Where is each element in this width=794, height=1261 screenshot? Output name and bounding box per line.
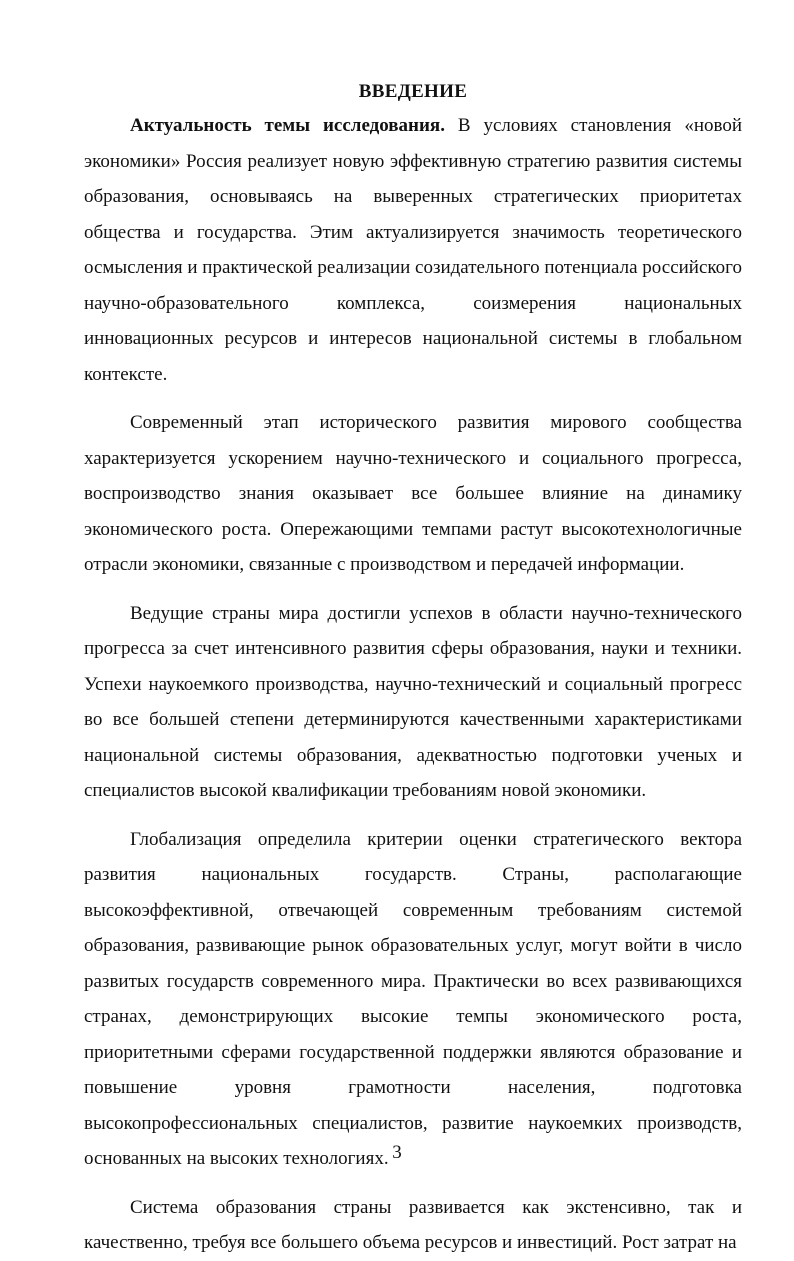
- page-number: 3: [392, 1142, 402, 1163]
- paragraph-relevance: [84, 108, 742, 392]
- paragraph-education-system: Система образования страны развивается как экстенсивно, так и качественно, требуя все большего объема ресурсов и инвестиций. Рост затрат на: [84, 1196, 742, 1253]
- section-title: ВВЕДЕНИЕ: [358, 81, 468, 102]
- paragraph-lead: Актуальность темы исследования.: [130, 115, 445, 136]
- paragraph-modern-stage: Современный этап исторического развития мирового сообщества характеризуется ускорением научно-технического и социального прогресса, воспроизводство знания оказывает все большее влияние на динамику экономического роста. Опережающими темпами растут высокотехнологичные отрасли экономики, связанные с производством и передачей информации.: [84, 412, 742, 575]
- paragraph-text: В условиях становления «новой экономики» Россия реализует новую эффективную стратегию развития системы образования, основываясь на выверенных стратегических приоритетах общества и государства. Этим актуализируется значимость теоретического осмысления и практической реализации созидательного потенциала российского научно-образовательного комплекса, соизмерения национальных инновационных ресурсов и интересов национальной системы в глобальном контексте.: [84, 115, 742, 385]
- paragraph-globalization: Глобализация определила критерии оценки стратегического вектора развития национальных государств. Страны, располагающие высокоэффективной, отвечающей современным требованиям системой образования, развивающие рынок образовательных услуг, могут войти в число развитых государств современного мира. Практически во всех развивающихся странах, демонстрирующих высокие темпы экономического роста, приоритетными сферами государственной поддержки являются образование и повышение уровня грамотности населения, подготовка высокопрофессиональных специалистов, развитие наукоемких производств, основанных на высоких технологиях.: [84, 828, 742, 1169]
- paragraph-leading-countries: Ведущие страны мира достигли успехов в области научно-технического прогресса за счет интенсивного развития сферы образования, науки и техники. Успехи наукоемкого производства, научно-технический и социальный прогресс во все большей степени детерминируются качественными характеристиками национальной системы образования, адекватностью подготовки ученых и специалистов высокой квалификации требованиям новой экономики.: [84, 602, 742, 801]
